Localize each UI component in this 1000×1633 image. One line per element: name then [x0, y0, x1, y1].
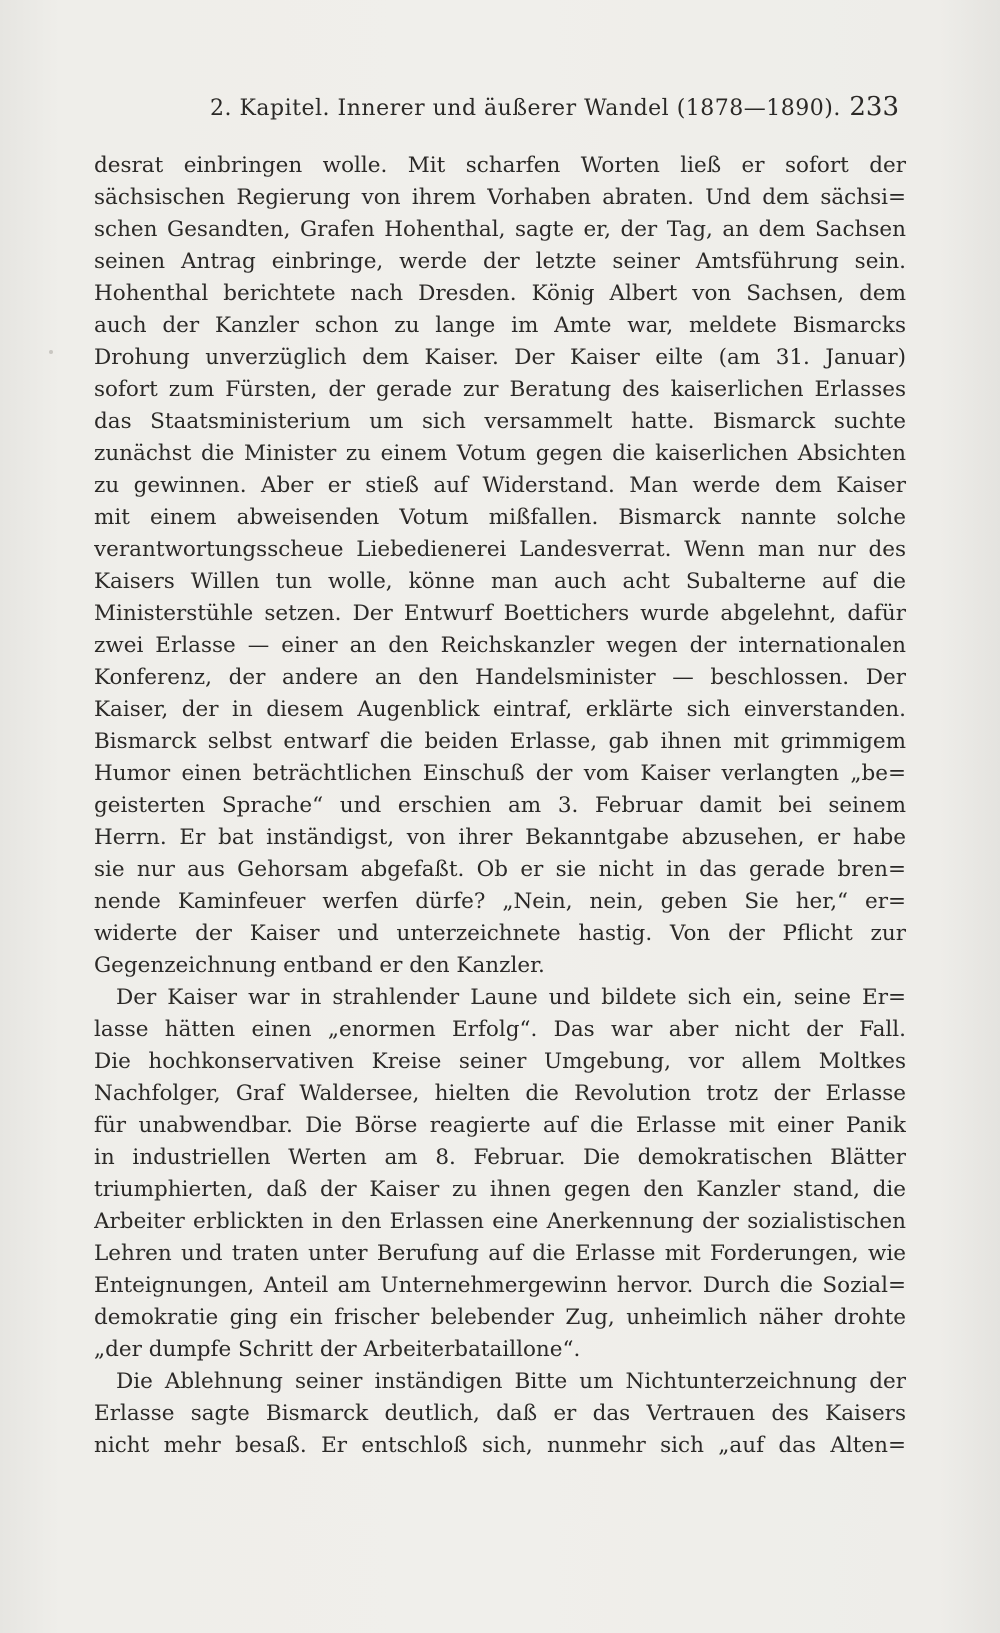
text-line: schen Gesandten, Grafen Hohenthal, sagte er, der Tag, an dem Sachsen	[94, 217, 906, 242]
text-line: desrat einbringen wolle. Mit scharfen Worten ließ er sofort der	[94, 153, 906, 178]
text-line: widerte der Kaiser und unterzeichnete hastig. Von der Pflicht zur	[94, 921, 906, 946]
text-line: Die hochkonservativen Kreise seiner Umgebung, vor allem Moltkes	[94, 1049, 906, 1074]
body-text	[94, 150, 906, 1462]
text-line: geisterten Sprache“ und erschien am 3. Februar damit bei seinem	[94, 793, 906, 818]
text-line: sächsischen Regierung von ihrem Vorhaben abraten. Und dem sächsi=	[94, 185, 906, 210]
paper-speck	[49, 350, 53, 354]
text-line: Ministerstühle setzen. Der Entwurf Boettichers wurde abgelehnt, dafür	[94, 601, 906, 626]
text-line: Hohenthal berichtete nach Dresden. König Albert von Sachsen, dem	[94, 281, 906, 306]
text-line: zunächst die Minister zu einem Votum gegen die kaiserlichen Absichten	[94, 441, 906, 466]
text-line: das Staatsministerium um sich versammelt hatte. Bismarck suchte	[94, 409, 906, 434]
text-line: Bismarck selbst entwarf die beiden Erlasse, gab ihnen mit grimmigem	[94, 729, 906, 754]
text-line: Lehren und traten unter Berufung auf die Erlasse mit Forderungen, wie	[94, 1241, 906, 1266]
text-line: Erlasse sagte Bismarck deutlich, daß er das Vertrauen des Kaisers	[94, 1401, 906, 1426]
running-head: 2. Kapitel. Innerer und äußerer Wandel (1878—1890).	[210, 96, 841, 121]
text-line: nende Kaminfeuer werfen dürfe? „Nein, nein, geben Sie her,“ er=	[94, 889, 906, 914]
text-line: zu gewinnen. Aber er stieß auf Widerstand. Man werde dem Kaiser	[94, 473, 906, 498]
text-line: zwei Erlasse — einer an den Reichskanzler wegen der internationalen	[94, 633, 906, 658]
text-line: auch der Kanzler schon zu lange im Amte war, meldete Bismarcks	[94, 313, 906, 338]
text-line: Humor einen beträchtlichen Einschuß der vom Kaiser verlangten „be=	[94, 761, 906, 786]
text-line: Konferenz, der andere an den Handelsminister — beschlossen. Der	[94, 665, 906, 690]
text-line: Herrn. Er bat inständigst, von ihrer Bekanntgabe abzusehen, er habe	[94, 825, 906, 850]
text-line: Enteignungen, Anteil am Unternehmergewinn hervor. Durch die Sozial=	[94, 1273, 906, 1298]
text-line: „der dumpfe Schritt der Arbeiterbataillone“.	[94, 1337, 581, 1362]
text-line: sie nur aus Gehorsam abgefaßt. Ob er sie nicht in das gerade bren=	[94, 857, 906, 882]
text-line: Arbeiter erblickten in den Erlassen eine Anerkennung der sozialistischen	[94, 1209, 906, 1234]
text-line: für unabwendbar. Die Börse reagierte auf die Erlasse mit einer Panik	[94, 1113, 906, 1138]
text-line: Kaiser, der in diesem Augenblick eintraf, erklärte sich einverstanden.	[94, 697, 906, 722]
text-line: demokratie ging ein frischer belebender Zug, unheimlich näher drohte	[94, 1305, 906, 1330]
text-line: seinen Antrag einbringe, werde der letzte seiner Amtsführung sein.	[94, 249, 906, 274]
text-line: Nachfolger, Graf Waldersee, hielten die Revolution trotz der Erlasse	[94, 1081, 906, 1106]
text-line: mit einem abweisenden Votum mißfallen. Bismarck nannte solche	[94, 505, 906, 530]
text-line: in industriellen Werten am 8. Februar. Die demokratischen Blätter	[94, 1145, 906, 1170]
text-line: triumphierten, daß der Kaiser zu ihnen gegen den Kanzler stand, die	[94, 1177, 906, 1202]
text-line: Gegenzeichnung entband er den Kanzler.	[94, 953, 545, 978]
text-line: Kaisers Willen tun wolle, könne man auch acht Subalterne auf die	[94, 569, 906, 594]
text-line: lasse hätten einen „enormen Erfolg“. Das war aber nicht der Fall.	[94, 1017, 906, 1042]
text-line: nicht mehr besaß. Er entschloß sich, nunmehr sich „auf das Alten=	[94, 1433, 906, 1458]
text-line: Die Ablehnung seiner inständigen Bitte um Nichtunterzeichnung der	[116, 1369, 906, 1394]
text-line: Der Kaiser war in strahlender Laune und bildete sich ein, seine Er=	[116, 985, 906, 1010]
page-number: 233	[849, 92, 899, 122]
text-line: Drohung unverzüglich dem Kaiser. Der Kaiser eilte (am 31. Januar)	[94, 345, 906, 370]
text-line: sofort zum Fürsten, der gerade zur Beratung des kaiserlichen Erlasses	[94, 377, 906, 402]
text-line: verantwortungsscheue Liebedienerei Landesverrat. Wenn man nur des	[94, 537, 906, 562]
